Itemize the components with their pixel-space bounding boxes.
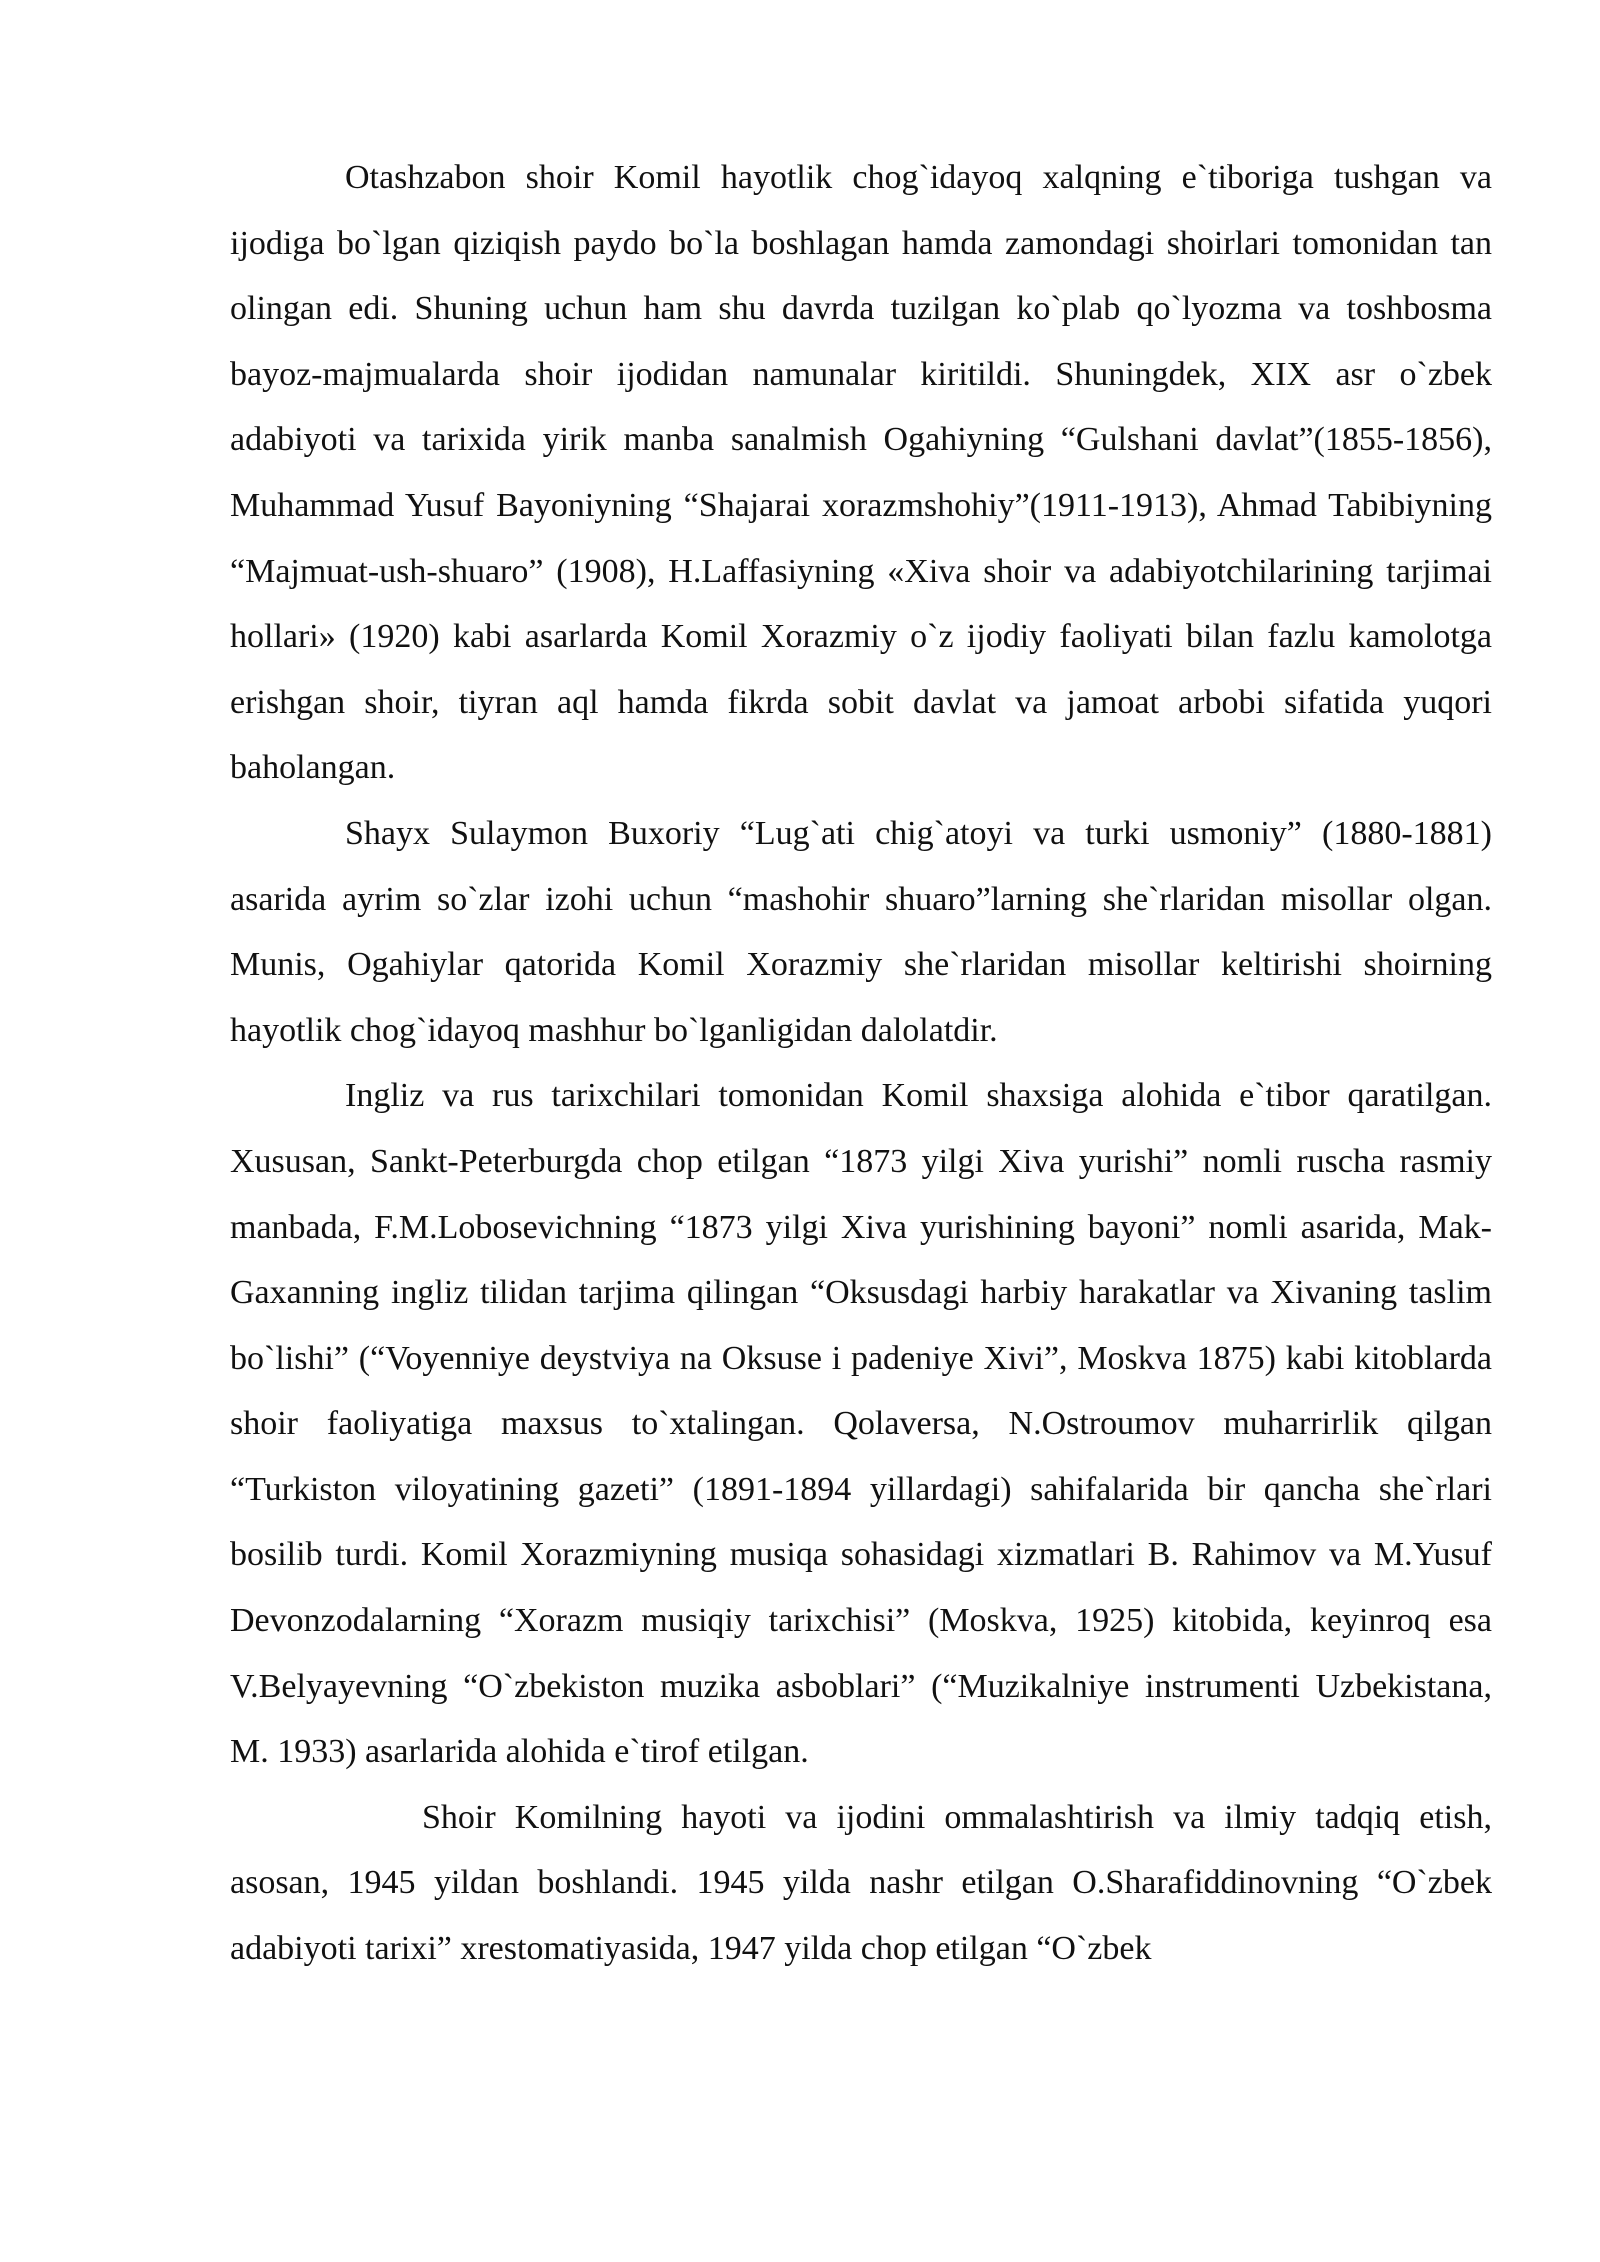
document-page: [230, 145, 1492, 1982]
paragraph-buxoriy-dictionary: Shayx Sulaymon Buxoriy “Lug`ati chig`atoyi va turki usmoniy” (1880-1881) asarida ayrim so`zlar izohi uchun “mashohir shuaro”larning she`rlaridan misollar olgan. Munis, Ogahiylar qatorida Komil Xorazmiy she`rlaridan misollar keltirishi shoirning hayotlik chog`idayoq mashhur bo`lganligidan dalolatdir.: [230, 814, 1492, 1049]
paragraph-komil-recognition: Otashzabon shoir Komil hayotlik chog`idayoq xalqning e`tiboriga tushgan va ijodiga bo`lgan qiziqish paydo bo`la boshlagan hamda zamondagi shoirlari tomonidan tan olingan edi. Shuning uchun ham shu davrda tuzilgan ko`plab qo`lyozma va toshbosma bayoz-majmualarda shoir ijodidan namunalar kiritildi. Shuningdek, XIX asr o`zbek adabiyoti va tarixida yirik manba sanalmish Ogahiyning “Gulshani davlat”(1855-1856), Muhammad Yusuf Bayoniyning “Shajarai xorazmshohiy”(1911-1913), Ahmad Tabibiyning “Majmuat-ush-shuaro” (1908), H.Laffasiyning «Xiva shoir va adabiyotchilarining tarjimai hollari» (1920) kabi asarlarda Komil Xorazmiy o`z ijodiy faoliyati bilan fazlu kamolotga erishgan shoir, tiyran aql hamda fikrda sobit davlat va jamoat arbobi sifatida yuqori baholangan.: [230, 159, 1492, 787]
paragraph-foreign-historians: Ingliz va rus tarixchilari tomonidan Komil shaxsiga alohida e`tibor qaratilgan. Xususan, Sankt-Peterburgda chop etilgan “1873 yilgi Xiva yurishi” nomli ruscha rasmiy manbada, F.M.Lobosevichning “1873 yilgi Xiva yurishining bayoni” nomli asarida, Mak-Gaxanning ingliz tilidan tarjima qilingan “Oksusdagi harbiy harakatlar va Xivaning taslim bo`lishi” (“Voyenniye deystviya na Oksuse i padeniye Xivi”, Moskva 1875) kabi kitoblarda shoir faoliyatiga maxsus to`xtalingan. Qolaversa, N.Ostroumov muharrirlik qilgan “Turkiston viloyatining gazeti” (1891-1894 yillardagi) sahifalarida bir qancha she`rlari bosilib turdi. Komil Xorazmiyning musiqa sohasidagi xizmatlari B. Rahimov va M.Yusuf Devonzodalarning “Xorazm musiqiy tarixchisi” (Moskva, 1925) kitobida, keyinroq esa V.Belyayevning “O`zbekiston muzika asboblari” (“Muzikalniye instrumenti Uzbekistana, M. 1933) asarlarida alohida e`tirof etilgan.: [230, 1077, 1492, 1771]
paragraph-research-history: Shoir Komilning hayoti va ijodini ommalashtirish va ilmiy tadqiq etish, asosan, 1945 yildan boshlandi. 1945 yilda nashr etilgan O.Sharafiddinovning “O`zbek adabiyoti tarixi” xrestomatiyasida, 1947 yilda chop etilgan “O`zbek: [230, 1798, 1492, 1968]
